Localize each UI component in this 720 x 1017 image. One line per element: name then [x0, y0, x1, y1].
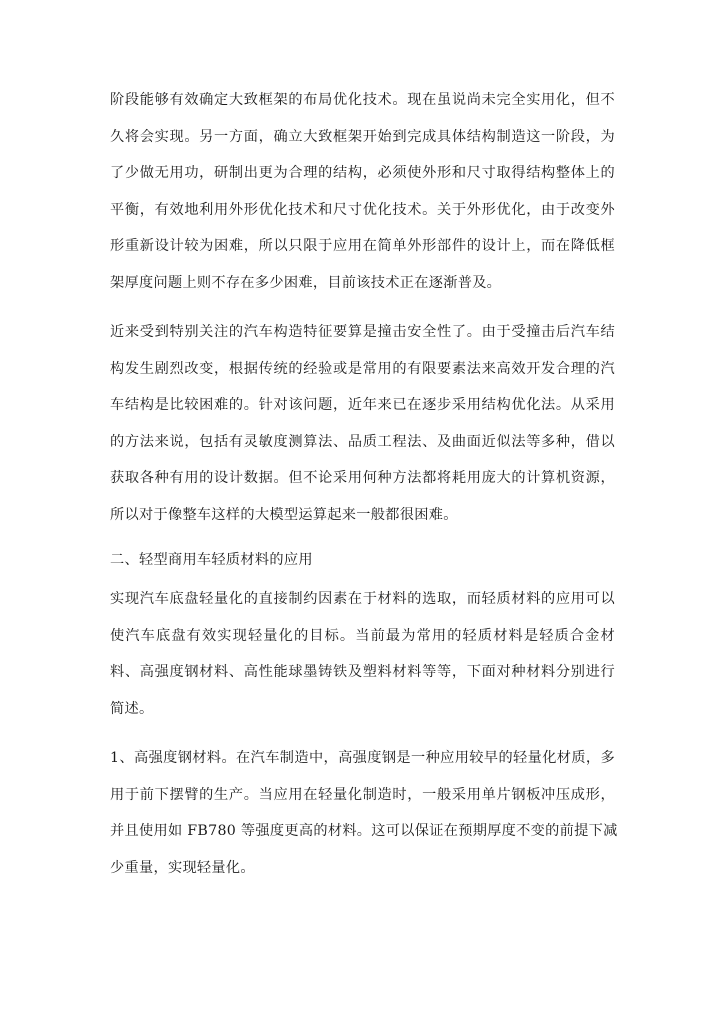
text-line: 并且使用如 FB780 等强度更高的材料。这可以保证在预期厚度不变的前提下减: [110, 823, 618, 840]
paragraph-crash-safety: [110, 314, 615, 534]
text-line: 所以对于像整车这样的大模型运算起来一般都很困难。: [110, 506, 458, 523]
paragraph-lightweight-materials: [110, 581, 615, 727]
section-heading-text: 二、轻型商用车轻质材料的应用: [110, 552, 313, 568]
text-line: 近来受到特别关注的汽车构造特征要算是撞击安全性了。由于受撞击后汽车结: [110, 324, 615, 340]
text-line: 平衡，有效地利用外形优化技术和尺寸优化技术。关于外形优化，由于改变外: [110, 201, 615, 218]
text-line: 料、高强度钢材料、高性能球墨铸铁及塑料材料等等，下面对种材料分别进行: [110, 664, 615, 681]
section-heading: [110, 542, 615, 579]
text-line: 实现汽车底盘轻量化的直接制约因素在于材料的选取，而轻质材料的应用可以: [110, 591, 615, 607]
text-line: 架厚度问题上则不存在多少困难，目前该技术正在逐渐普及。: [110, 274, 502, 291]
text-line: 了少做无用功，研制出更为合理的结构，必须使外形和尺寸取得结构整体上的: [110, 165, 615, 182]
text-line: 阶段能够有效确定大致框架的布局优化技术。现在虽说尚未完全实用化，但不: [110, 92, 615, 108]
text-line: 1、高强度钢材料。在汽车制造中，高强度钢是一种应用较早的轻量化材质，多: [110, 750, 615, 766]
text-line: 形重新设计较为困难，所以只限于应用在简单外形部件的设计上，而在降低框: [110, 238, 615, 255]
text-line: 使汽车底盘有效实现轻量化的目标。当前最为常用的轻质材料是轻质合金材: [110, 627, 615, 644]
text-line: 车结构是比较困难的。针对该问题，近年来已在逐步采用结构优化法。从采用: [110, 397, 615, 414]
text-line: 用于前下摆臂的生产。当应用在轻量化制造时，一般采用单片钢板冲压成形，: [110, 786, 615, 803]
text-line: 久将会实现。另一方面，确立大致框架开始到完成具体结构制造这一阶段，为: [110, 128, 615, 145]
paragraph-layout-optimization: [110, 82, 615, 302]
text-line: 构发生剧烈改变，根据传统的经验或是常用的有限要素法来高效开发合理的汽: [110, 360, 615, 377]
text-line: 少重量，实现轻量化。: [110, 859, 255, 876]
text-line: 简述。: [110, 700, 154, 717]
text-line: 获取各种有用的设计数据。但不论采用何种方法都将耗用庞大的计算机资源，: [110, 470, 615, 487]
paragraph-high-strength-steel: [110, 740, 618, 886]
text-line: 的方法来说，包括有灵敏度测算法、品质工程法、及曲面近似法等多种，借以: [110, 433, 615, 450]
